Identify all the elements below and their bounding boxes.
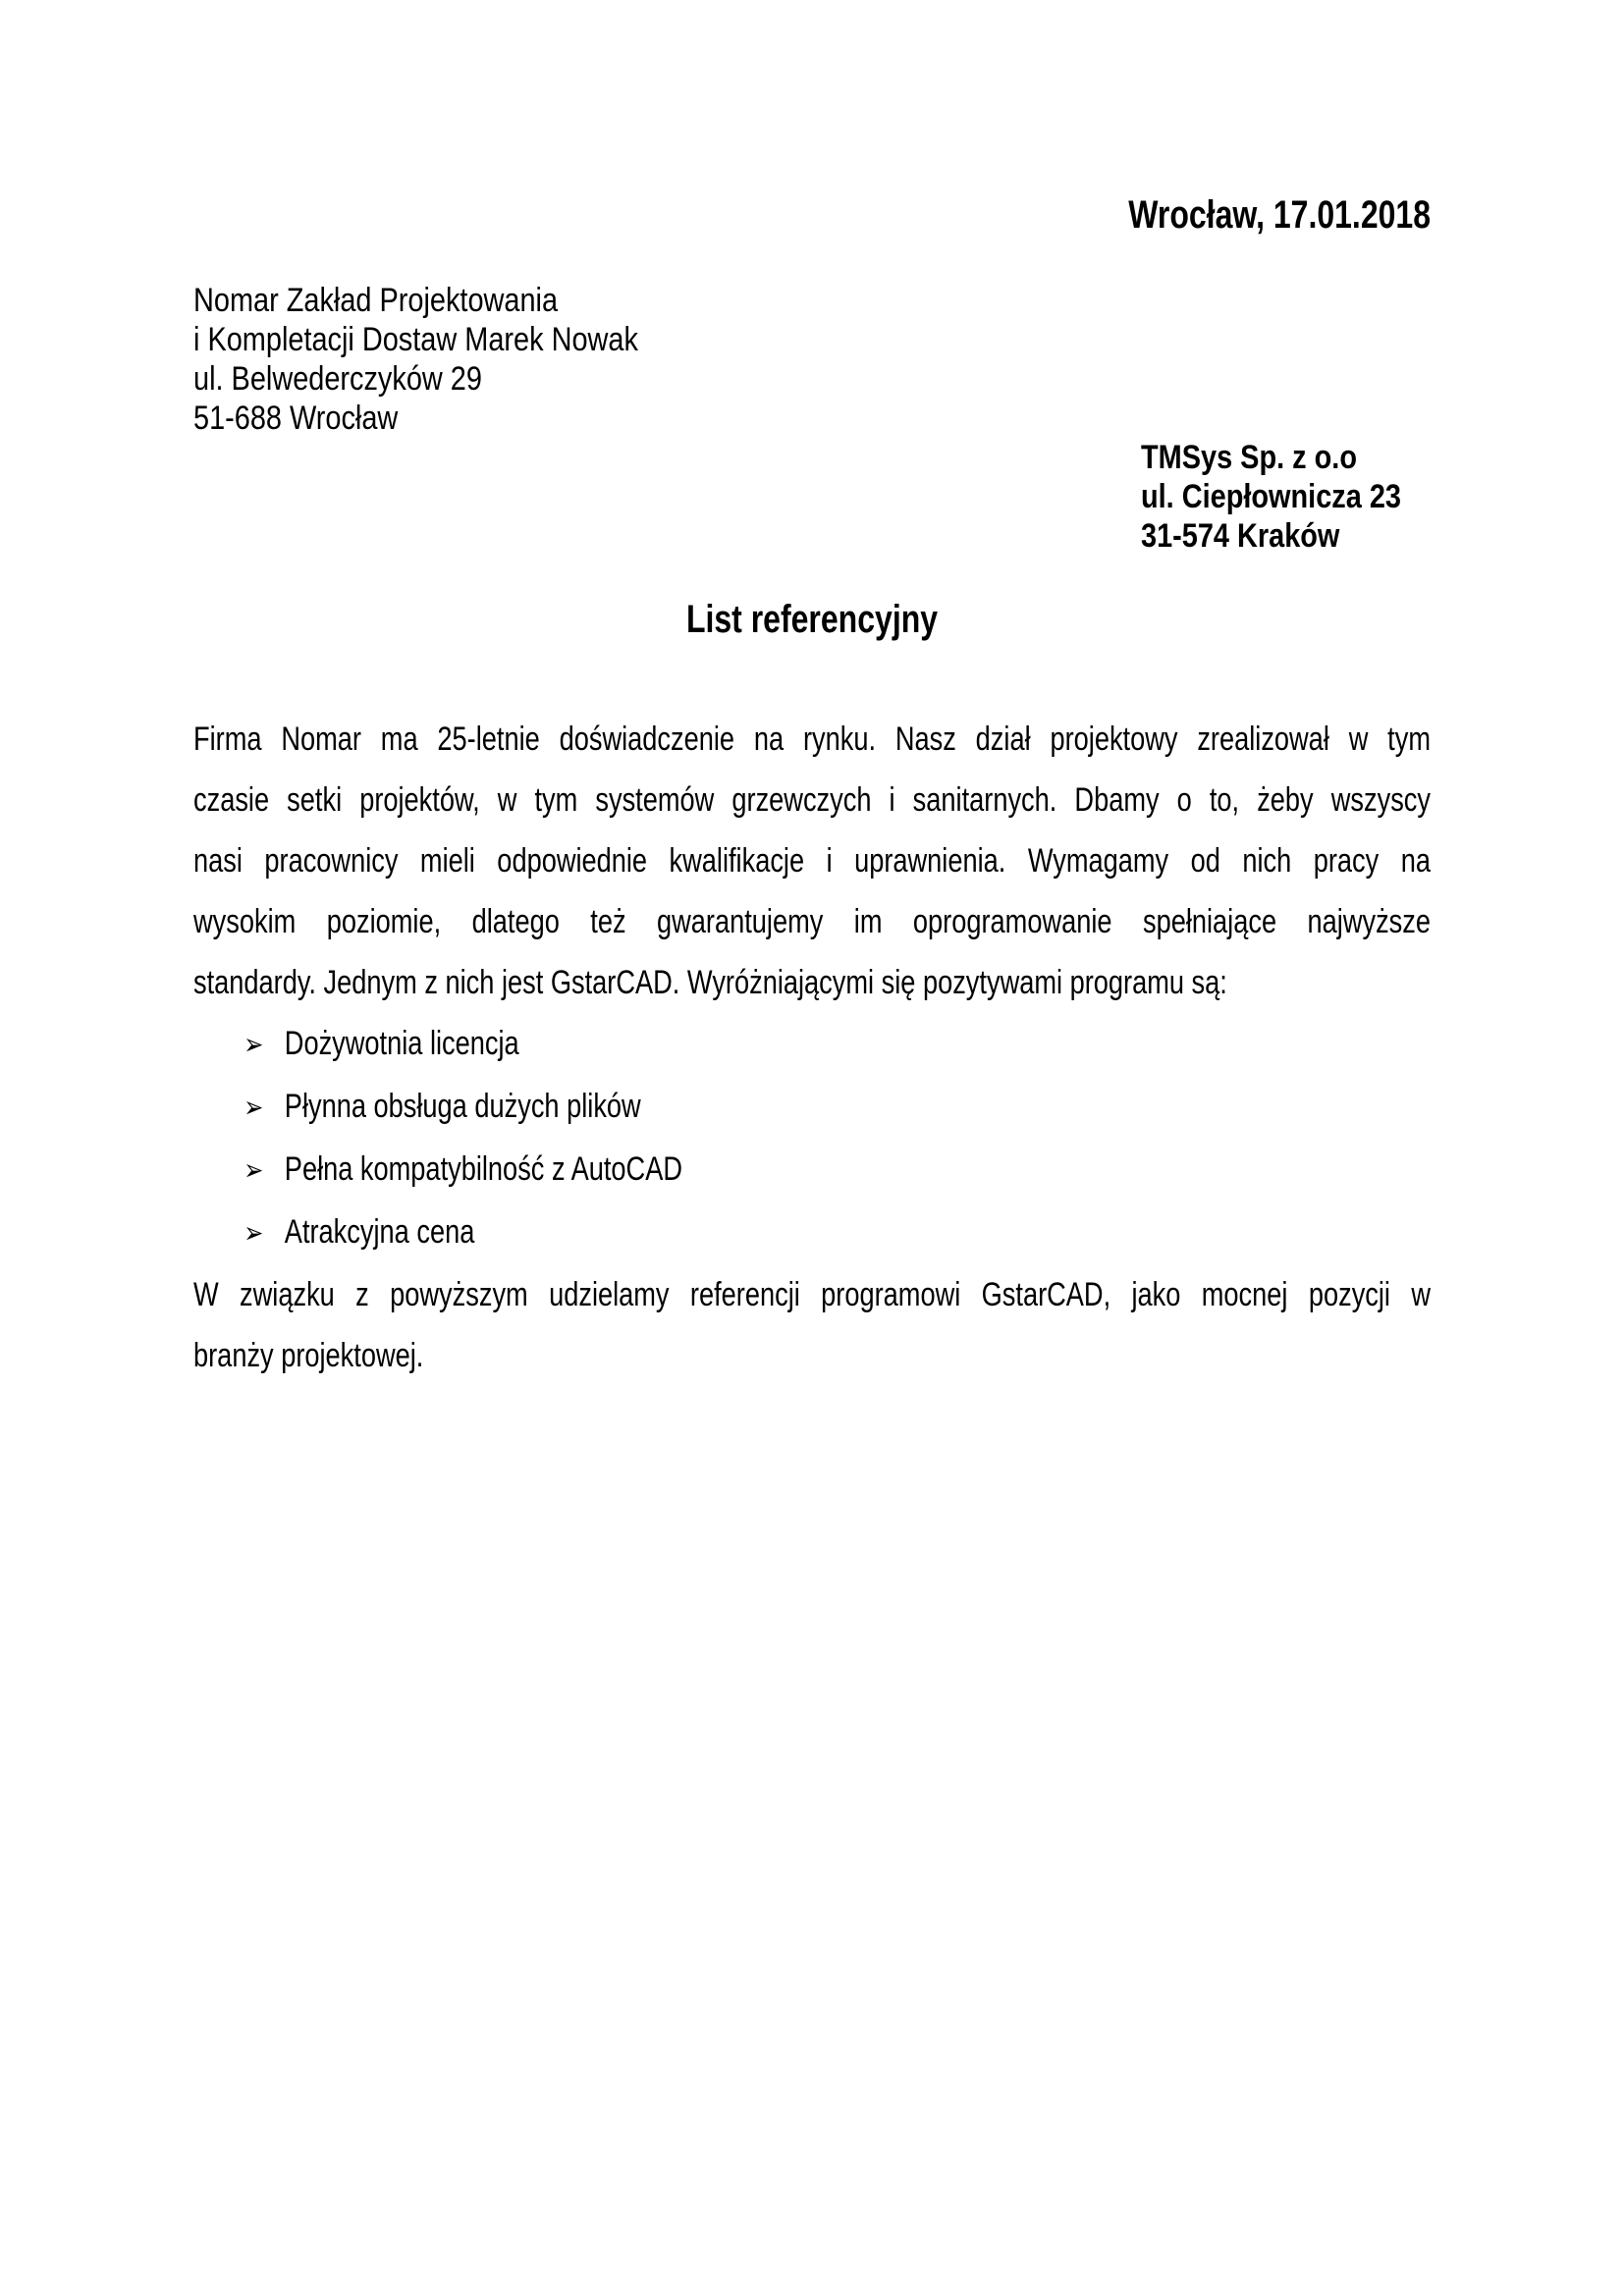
body-line: nasi pracownicy mieli odpowiednie kwalifikacje i uprawnienia. Wymagamy od nich pracy na [193,842,1431,880]
arrow-bullet-icon: ➢ [244,1153,264,1188]
date-block [193,191,1431,239]
sender-address-line: i Kompletacji Dostaw Marek Nowak [193,321,638,358]
letter-content [193,709,1431,1386]
closing-paragraph [193,1264,1431,1386]
sender-address-line: ul. Belwederczyków 29 [193,360,482,398]
recipient-address-line: TMSys Sp. z o.o [1141,439,1357,476]
sender-address [193,281,638,438]
body-line: standardy. Jednym z nich jest GstarCAD. Wyróżniającymi się pozytywami programu są: [193,964,1227,1001]
recipient-address-line: ul. Ciepłownicza 23 [1141,478,1401,515]
bullet-item-label: Płynna obsługa dużych plików [284,1088,641,1125]
sender-address-line: 51-688 Wrocław [193,400,399,437]
body-paragraph [193,709,1431,1013]
closing-line: W związku z powyższym udzielamy referencji programowi GstarCAD, jako mocnej pozycji w [193,1276,1431,1313]
bullet-item-label: Pełna kompatybilność z AutoCAD [284,1150,682,1188]
bullet-item-label: Dożywotnia licencja [284,1025,519,1062]
letter-title: List referencyjny [685,598,939,641]
sender-address-line: Nomar Zakład Projektowania [193,282,559,319]
body-line: Firma Nomar ma 25-letnie doświadczenie na rynku. Nasz dział projektowy zrealizował w tym [193,721,1431,758]
bullet-item [193,1201,1431,1264]
arrow-bullet-icon: ➢ [244,1028,264,1062]
closing-line: branży projektowej. [193,1337,424,1374]
body-line: wysokim poziomie, dlatego też gwarantujemy im oprogramowanie spełniające najwyższe [193,903,1431,940]
bullet-list [193,1013,1431,1264]
recipient-address-line: 31-574 Kraków [1141,517,1340,555]
arrow-bullet-icon: ➢ [244,1091,264,1125]
arrow-bullet-icon: ➢ [244,1216,264,1251]
body-line: czasie setki projektów, w tym systemów grzewczych i sanitarnych. Dbamy o to, żeby wszyscy [193,781,1431,819]
bullet-item [193,1076,1431,1139]
recipient-address [1141,438,1401,556]
date-line: Wrocław, 17.01.2018 [1128,193,1431,237]
bullet-item [193,1013,1431,1076]
bullet-item [193,1139,1431,1201]
title-block [193,596,1431,643]
bullet-item-label: Atrakcyjna cena [284,1213,475,1251]
